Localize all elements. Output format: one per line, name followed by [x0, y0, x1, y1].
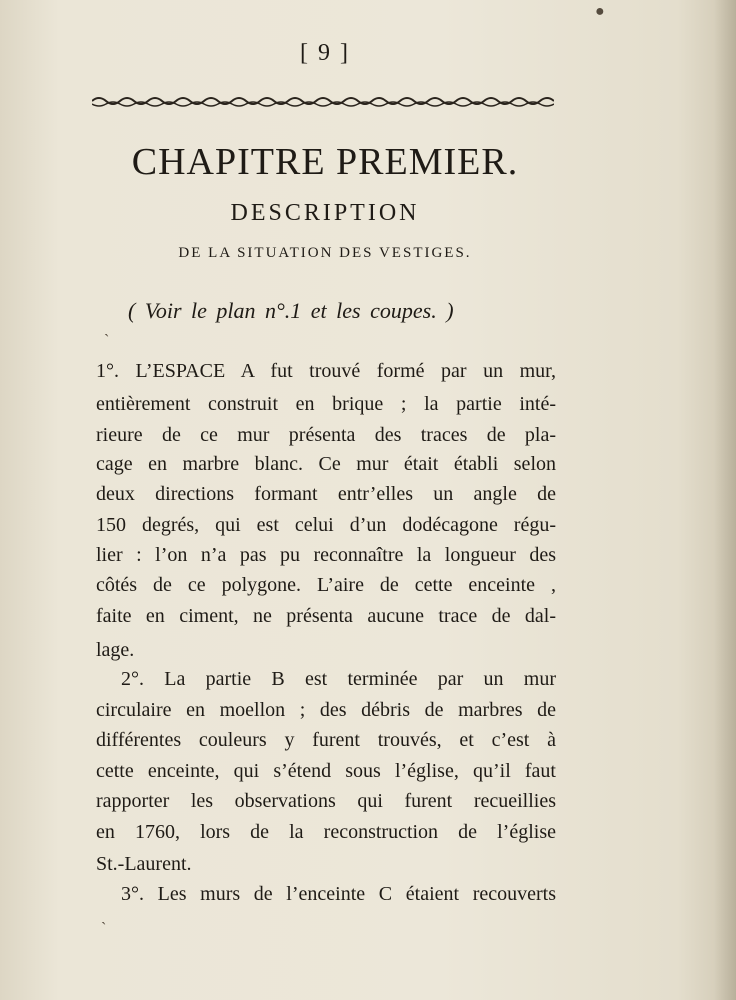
- body-line: St.-Laurent.: [96, 853, 192, 875]
- body-line: côtés de ce polygone. L’aire de cette enceinte ,: [96, 574, 556, 596]
- body-line: différentes couleurs y furent trouvés, et c’est à: [96, 729, 556, 751]
- body-line: entièrement construit en brique ; la partie inté-: [96, 393, 556, 415]
- body-line: rieure de ce mur présenta des traces de pla-: [96, 424, 556, 446]
- ink-speck: ●: [595, 3, 605, 20]
- body-line: cage en marbre blanc. Ce mur était établi selon: [96, 453, 556, 475]
- body-line: en 1760, lors de la reconstruction de l’église: [96, 821, 556, 843]
- ink-mark: ˎ: [104, 320, 110, 337]
- body-line: 150 degrés, qui est celui d’un dodécagone régu-: [96, 514, 556, 536]
- section-title: DESCRIPTION: [230, 200, 420, 226]
- body-line: faite en ciment, ne présenta aucune trace de dal-: [96, 605, 556, 627]
- body-line: 3°. Les murs de l’enceinte C étaient recouverts: [121, 883, 556, 905]
- body-line: 1°. L’ESPACE A fut trouvé formé par un mur,: [96, 360, 556, 382]
- body-line: lage.: [96, 639, 135, 661]
- body-line: lier : l’on n’a pas pu reconnaître la longueur des: [96, 544, 556, 566]
- body-line: circulaire en moellon ; des débris de marbres de: [96, 699, 556, 721]
- plan-reference-note: ( Voir le plan n°.1 et les coupes. ): [128, 298, 454, 323]
- body-line: 2°. La partie B est terminée par un mur: [121, 668, 556, 690]
- ink-mark: ˏ: [101, 908, 107, 925]
- page-number: [ 9 ]: [300, 40, 350, 66]
- subsection-title: DE LA SITUATION DES VESTIGES.: [178, 245, 472, 261]
- page-edge-shadow: [714, 0, 736, 1000]
- chapter-title: CHAPITRE PREMIER.: [131, 141, 519, 183]
- body-line: deux directions formant entr’elles un angle de: [96, 483, 556, 505]
- body-line: rapporter les observations qui furent recueillies: [96, 790, 556, 812]
- ornament-rule: [92, 93, 554, 109]
- body-line: cette enceinte, qui s’étend sous l’église, qu’il faut: [96, 760, 556, 782]
